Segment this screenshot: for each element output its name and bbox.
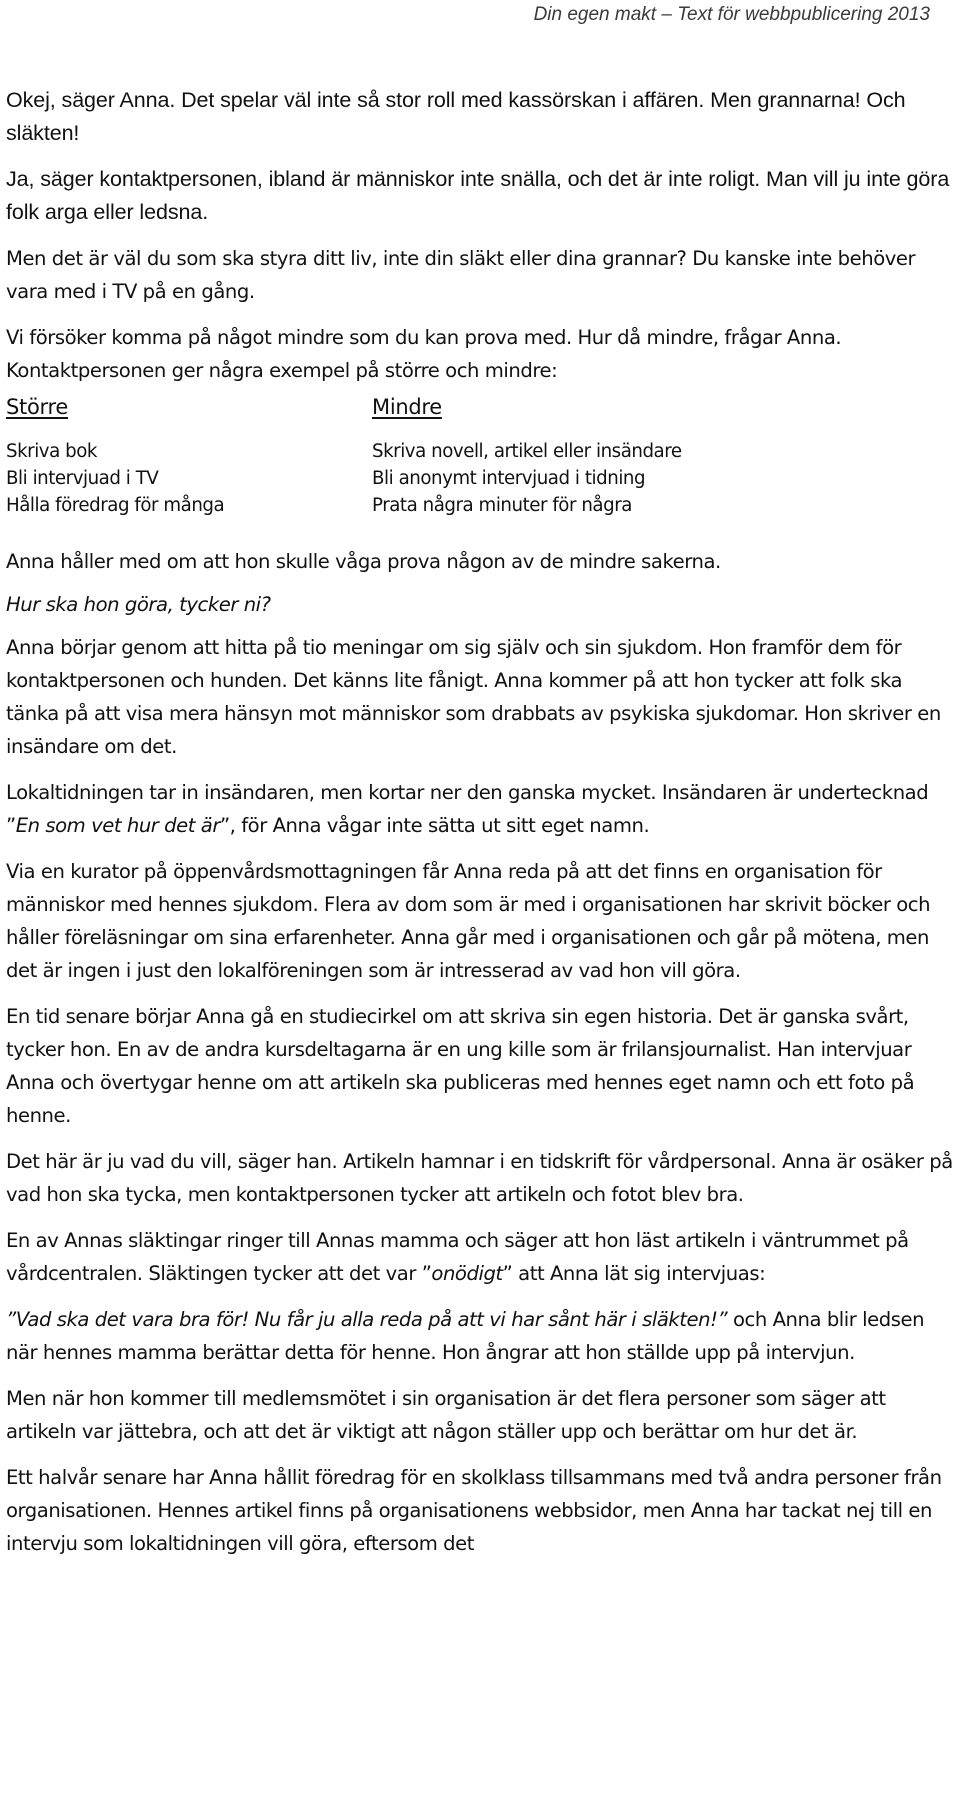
larger-heading: Större [6, 395, 68, 419]
paragraph-8: En tid senare börjar Anna gå en studiecirkel om att skriva sin egen historia. Det är ganska svårt, tycker hon. En av de andra kursdeltagarna är en ung kille som är frilansjournalist. Han intervjuar Anna och övertygar henne om att artikeln ska publiceras med hennes eget namn och ett foto på henne. [6, 1005, 915, 1127]
emphasis-word: onödigt [431, 1262, 503, 1285]
paragraph-11-text: och Anna blir ledsen när hennes mamma berättar detta för henne. Hon ångrar att hon ställde upp på intervjun. [6, 1308, 925, 1364]
paragraph-6 [6, 776, 954, 842]
larger-item: Hålla föredrag för många [6, 495, 225, 516]
smaller-item: Bli anonymt intervjuad i tidning [372, 468, 646, 489]
larger-item: Bli intervjuad i TV [6, 468, 159, 489]
paragraph-1: Men det är väl du som ska styra ditt liv, inte din släkt eller dina grannar? Du kanske inte behöver vara med i TV på en gång. [6, 247, 916, 303]
paragraph-intro-1: Okej, säger Anna. Det spelar väl inte så stor roll med kassörskan i affären. Men grannarna! Och släkten! [6, 88, 906, 145]
paragraph-12: Men när hon kommer till medlemsmötet i sin organisation är det flera personer som säger att artikeln var jättebra, och att det är viktigt att någon ställer upp och berättar om hur det är. [6, 1387, 886, 1443]
relative-quote: ”Vad ska det vara bra för! Nu får ju alla reda på att vi har sånt här i släkten!” [6, 1308, 728, 1331]
paragraph-2: Vi försöker komma på något mindre som du kan prova med. Hur då mindre, frågar Anna. Kontaktpersonen ger några exempel på större och mindre: [6, 326, 842, 382]
paragraph-10-text: En av Annas släktingar ringer till Annas mamma och säger att hon läst artikeln i väntrummet på vårdcentralen. Släktingen tycker att det var ” [6, 1229, 909, 1285]
question-line: Hur ska hon göra, tycker ni? [6, 593, 271, 616]
paragraph-9: Det här är ju vad du vill, säger han. Artikeln hamnar i en tidskrift för vårdpersonal. Anna är osäker på vad hon ska tycka, men kontaktpersonen tycker att artikeln och fotot blev bra. [6, 1150, 953, 1206]
paragraph-6-text: Lokaltidningen tar in insändaren, men kortar ner den ganska mycket. Insändaren är undertecknad ” [6, 781, 929, 837]
paragraph-intro-2: Ja, säger kontaktpersonen, ibland är människor inte snälla, och det är inte roligt. Man vill ju inte göra folk arga eller ledsna. [6, 167, 950, 224]
paragraph-11 [6, 1303, 954, 1369]
paragraph-3: Anna håller med om att hon skulle våga prova någon av de mindre sakerna. [6, 550, 721, 573]
running-header: Din egen makt – Text för webbpublicering 2013 [533, 4, 930, 25]
document-body [6, 84, 954, 1573]
paragraph-13: Ett halvår senare har Anna hållit föredrag för en skolklass tillsammans med två andra personer från organisationen. Hennes artikel finns på organisationens webbsidor, men Anna har tackat nej till en intervju som lokaltidningen vill göra, eftersom det [6, 1466, 942, 1555]
smaller-item: Skriva novell, artikel eller insändare [372, 441, 682, 462]
comparison-table [6, 391, 954, 519]
paragraph-5: Anna börjar genom att hitta på tio meningar om sig själv och sin sjukdom. Hon framför dem för kontaktpersonen och hunden. Det känns lite fånigt. Anna kommer på att hon tycker att folk ska tänka på att visa mera hänsyn mot människor som drabbats av psykiska sjukdomar. Hon skriver en insändare om det. [6, 636, 941, 758]
larger-item: Skriva bok [6, 441, 98, 462]
smaller-item: Prata några minuter för några [372, 495, 632, 516]
paragraph-7: Via en kurator på öppenvårdsmottagningen får Anna reda på att det finns en organisation för människor med hennes sjukdom. Flera av dom som är med i organisationen har skrivit böcker och håller föreläsningar om sina erfarenheter. Anna går med i organisationen och går på mötena, men det är ingen i just den lokalföreningen som är intresserad av vad hon vill göra. [6, 860, 931, 982]
smaller-column [372, 391, 932, 519]
smaller-heading: Mindre [372, 395, 442, 419]
signature-quote: En som vet hur det är [15, 814, 220, 837]
paragraph-6-text-end: ”, för Anna vågar inte sätta ut sitt eget namn. [219, 814, 650, 837]
paragraph-10-text-end: ” att Anna lät sig intervjuas: [502, 1262, 766, 1285]
paragraph-10 [6, 1224, 954, 1290]
larger-column [6, 391, 372, 519]
